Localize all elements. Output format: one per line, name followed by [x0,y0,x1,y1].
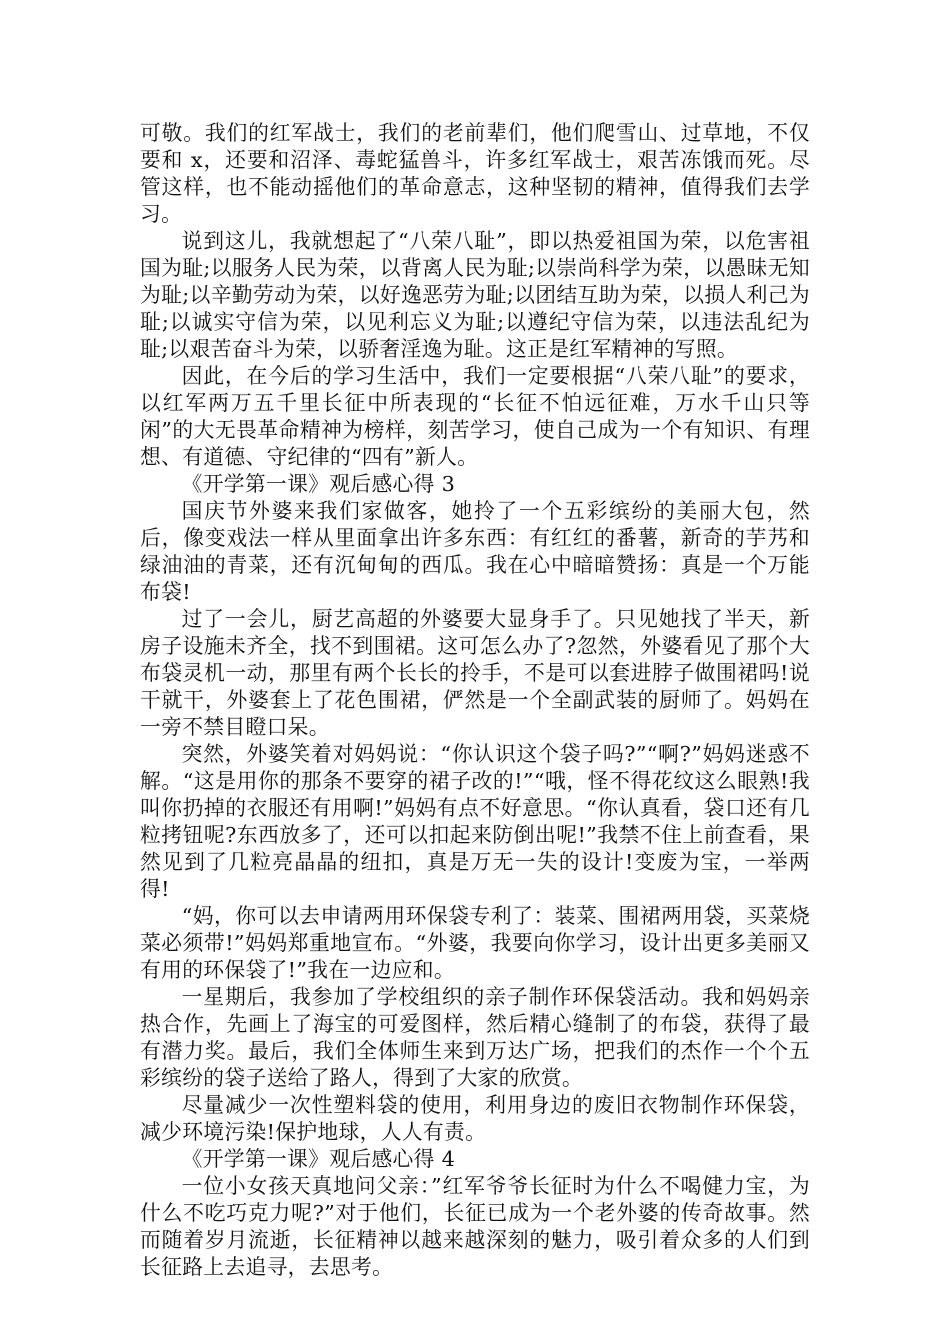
section-heading: 《开学第一课》观后感心得 4 [181,1147,456,1171]
paragraph: 国庆节外婆来我们家做客，她拎了一个五彩缤纷的美丽大包，然后，像变戏法一样从里面拿出许多东西：有红红的番薯，新奇的芋艿和绿油油的青菜，还有沉甸甸的西瓜。我在心中暗暗赞扬：真是一个万能布袋! [140,499,810,604]
paragraph: “妈，你可以去申请两用环保袋专利了：装菜、围裙两用袋，买菜烧菜必须带!”妈妈郑重地宣布。“外婆，我要向你学习，设计出更多美丽又有用的环保袋了!”我在一边应和。 [140,904,810,982]
paragraph: 突然，外婆笑着对妈妈说：“你认识这个袋子吗?”“啊?”妈妈迷惑不解。“这是用你的那条不要穿的裙子改的!”“哦，怪不得花纹这么眼熟!我叫你扔掉的衣服还有用啊!”妈妈有点不好意思。“你认真看，袋口还有几粒拷钮呢?东西放多了，还可以扣起来防倒出呢!”我禁不住上前查看，果然见到了几粒亮晶晶的纽扣，真是万无一失的设计!变废为宝，一举两得! [140,742,810,901]
section-heading: 《开学第一课》观后感心得 3 [181,472,456,496]
paragraph: 一星期后，我参加了学校组织的亲子制作环保袋活动。我和妈妈亲热合作，先画上了海宝的可爱图样，然后精心缝制了的布袋，获得了最有潜力奖。最后，我们全体师生来到万达广场，把我们的杰作一个个五彩缤纷的袋子送给了路人，得到了大家的欣赏。 [140,985,810,1090]
paragraph: 因此，在今后的学习生活中，我们一定要根据“八荣八耻”的要求，以红军两万五千里长征中所表现的“长征不怕远征难，万水千山只等闲”的大无畏革命精神为榜样，刻苦学习，使自己成为一个有知识、有理想、有道德、守纪律的“四有”新人。 [140,364,810,469]
document-body [140,120,810,1281]
paragraph: 过了一会儿，厨艺高超的外婆要大显身手了。只见她找了半天，新房子设施未齐全，找不到围裙。这可怎么办了?忽然，外婆看见了那个大布袋灵机一动，那里有两个长长的拎手，不是可以套进脖子做围裙吗!说干就干，外婆套上了花色围裙，俨然是一个全副武装的厨师了。妈妈在一旁不禁目瞪口呆。 [140,607,810,739]
paragraph: 尽量减少一次性塑料袋的使用，利用身边的废旧衣物制作环保袋，减少环境污染!保护地球，人人有责。 [140,1093,810,1144]
paragraph: 一位小女孩天真地问父亲：”红军爷爷长征时为什么不喝健力宝，为什么不吃巧克力呢?”对于他们，长征已成为一个老外婆的传奇故事。然而随着岁月流逝，长征精神以越来越深刻的魅力，吸引着众多的人们到长征路上去追寻，去思考。 [140,1174,810,1279]
paragraph: 说到这儿，我就想起了“八荣八耻”，即以热爱祖国为荣，以危害祖国为耻;以服务人民为荣，以背离人民为耻;以崇尚科学为荣，以愚昧无知为耻;以辛勤劳动为荣，以好逸恶劳为耻;以团结互助为荣，以损人利己为耻;以诚实守信为荣，以见利忘义为耻;以遵纪守信为荣，以违法乱纪为耻;以艰苦奋斗为荣，以骄奢淫逸为耻。这正是红军精神的写照。 [140,229,810,361]
paragraph: 可敬。我们的红军战士，我们的老前辈们，他们爬雪山、过草地，不仅要和 x，还要和沼泽、毒蛇猛兽斗，许多红军战士，艰苦冻饿而死。尽管这样，也不能动摇他们的革命意志，这种坚韧的精神，值得我们去学习。 [140,121,810,226]
